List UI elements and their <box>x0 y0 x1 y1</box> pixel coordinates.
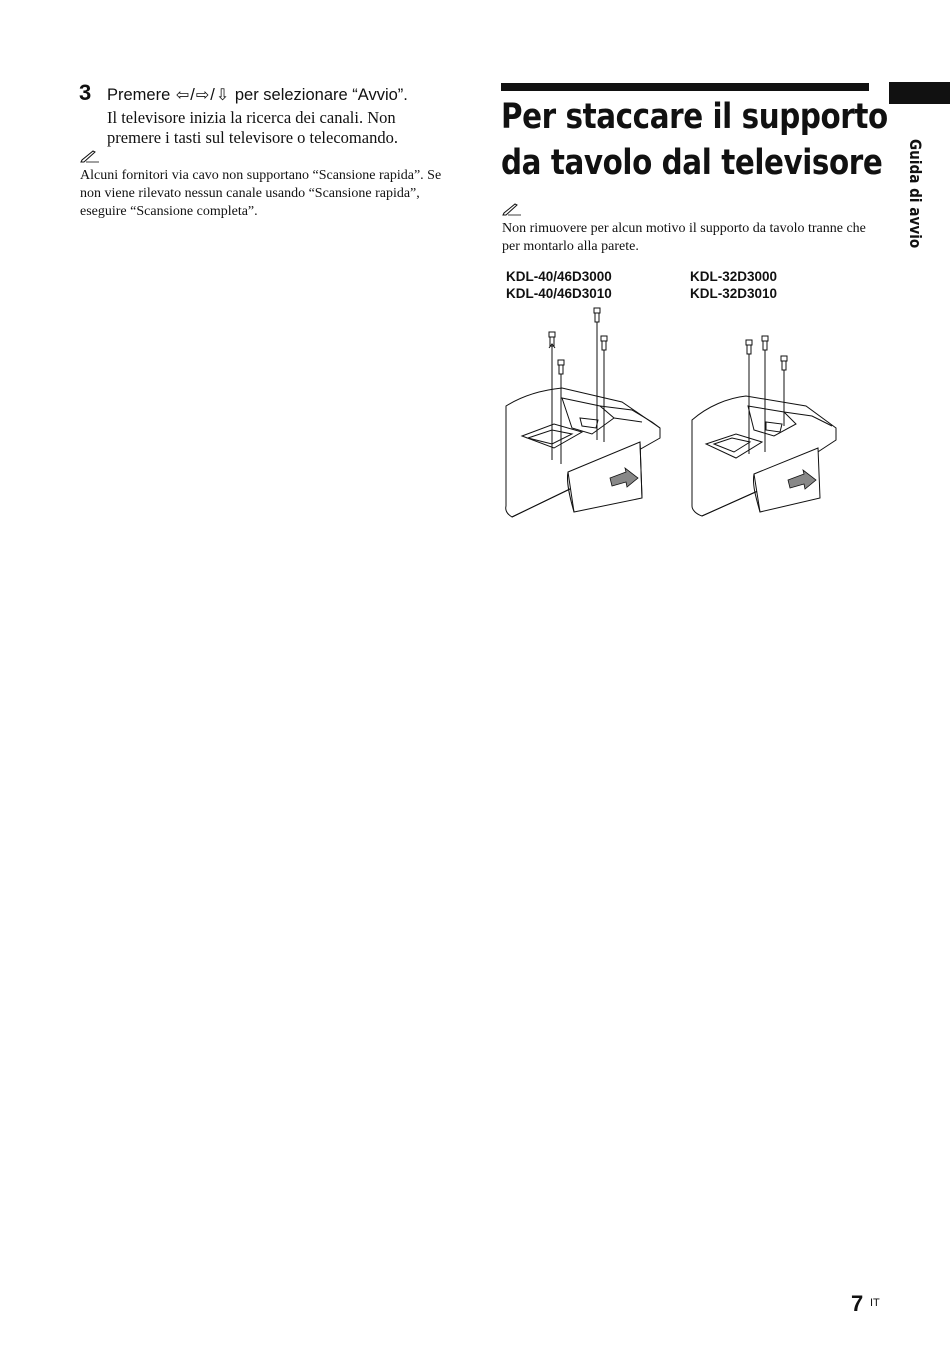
arrow-separator: / <box>190 86 195 104</box>
model-name: KDL-40/46D3000 <box>506 269 612 284</box>
page-number: 7 <box>851 1291 864 1316</box>
note-text: Non rimuovere per alcun motivo il supporto da tavolo tranne che per montarlo alla parete. <box>502 221 866 254</box>
model-name: KDL-32D3000 <box>690 269 778 284</box>
model-name: KDL-40/46D3010 <box>506 286 612 301</box>
step-heading <box>107 84 408 107</box>
model-list-large <box>506 268 612 302</box>
stand-removal-illustration-large <box>502 302 667 527</box>
section-title-line: da tavolo dal televisore <box>501 143 883 183</box>
section-title-line: Per staccare il supporto <box>501 97 888 137</box>
note-text: Alcuni fornitori via cavo non supportano “Scansione rapida”. Se non viene rilevato nessun canale usando “Scansione rapida”, eseguire “Scansione completa”. <box>80 168 442 219</box>
page-language-code: IT <box>870 1297 880 1309</box>
title-rule <box>501 83 869 91</box>
left-arrow-icon: ⇦ <box>175 87 190 104</box>
stand-removal-illustration-small <box>688 302 853 527</box>
right-arrow-icon: ⇨ <box>195 87 210 104</box>
down-arrow-icon: ⇩ <box>215 87 230 104</box>
model-list-small <box>690 268 777 302</box>
section-title <box>501 94 888 186</box>
model-name: KDL-32D3010 <box>690 286 778 301</box>
side-tab-label: Guida di avvio <box>906 139 925 249</box>
step-heading-prefix: Premere <box>107 86 175 104</box>
side-tab-bar <box>889 82 950 104</box>
step-body: Il televisore inizia la ricerca dei canali. Non premere i tasti sul televisore o telecomando. <box>107 108 398 147</box>
step-number: 3 <box>79 80 92 105</box>
arrow-separator: / <box>210 86 215 104</box>
step-heading-suffix: per selezionare “Avvio”. <box>230 86 408 104</box>
